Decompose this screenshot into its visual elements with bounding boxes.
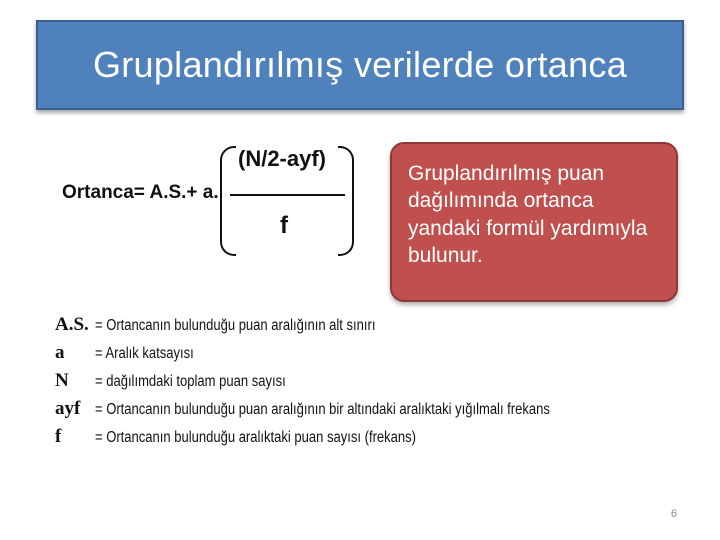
legend-row-f: [55, 426, 645, 454]
formula-denominator: f: [280, 212, 288, 239]
legend-symbol: f: [55, 426, 62, 447]
symbol-legend: [55, 314, 645, 454]
formula-right-bracket: [338, 146, 354, 256]
legend-symbol: ayf: [55, 398, 81, 419]
legend-row-n: [55, 370, 645, 398]
legend-description: = Ortancanın bulunduğu puan aralığının alt sınırı: [95, 317, 376, 334]
legend-row-as: [55, 314, 645, 342]
legend-symbol: a: [55, 342, 65, 363]
legend-symbol: A.S.: [55, 314, 89, 335]
formula-numerator: (N/2-ayf): [238, 146, 327, 171]
legend-description: = Ortancanın bulunduğu puan aralığının bir altındaki aralıktaki yığılmalı frekans: [95, 401, 550, 418]
formula-lhs: Ortanca= A.S.+ a.: [62, 182, 219, 203]
formula-left-bracket: [220, 146, 236, 256]
slide-title-bar: [36, 20, 684, 110]
legend-symbol: N: [55, 370, 69, 391]
callout-box: [390, 142, 678, 302]
legend-description: = Ortancanın bulunduğu aralıktaki puan sayısı (frekans): [95, 429, 416, 446]
callout-text: Gruplandırılmış puan dağılımında ortanca yandaki formül yardımıyla bulunur.: [408, 162, 648, 267]
median-formula: [50, 122, 372, 270]
formula-fraction-bar: [230, 194, 345, 196]
legend-row-ayf: [55, 398, 645, 426]
legend-description: = Aralık katsayısı: [95, 345, 194, 362]
slide-title: Gruplandırılmış verilerde ortanca: [92, 44, 628, 85]
slide-number: 6: [670, 508, 677, 520]
legend-row-a: [55, 342, 645, 370]
legend-description: = dağılımdaki toplam puan sayısı: [95, 373, 286, 390]
